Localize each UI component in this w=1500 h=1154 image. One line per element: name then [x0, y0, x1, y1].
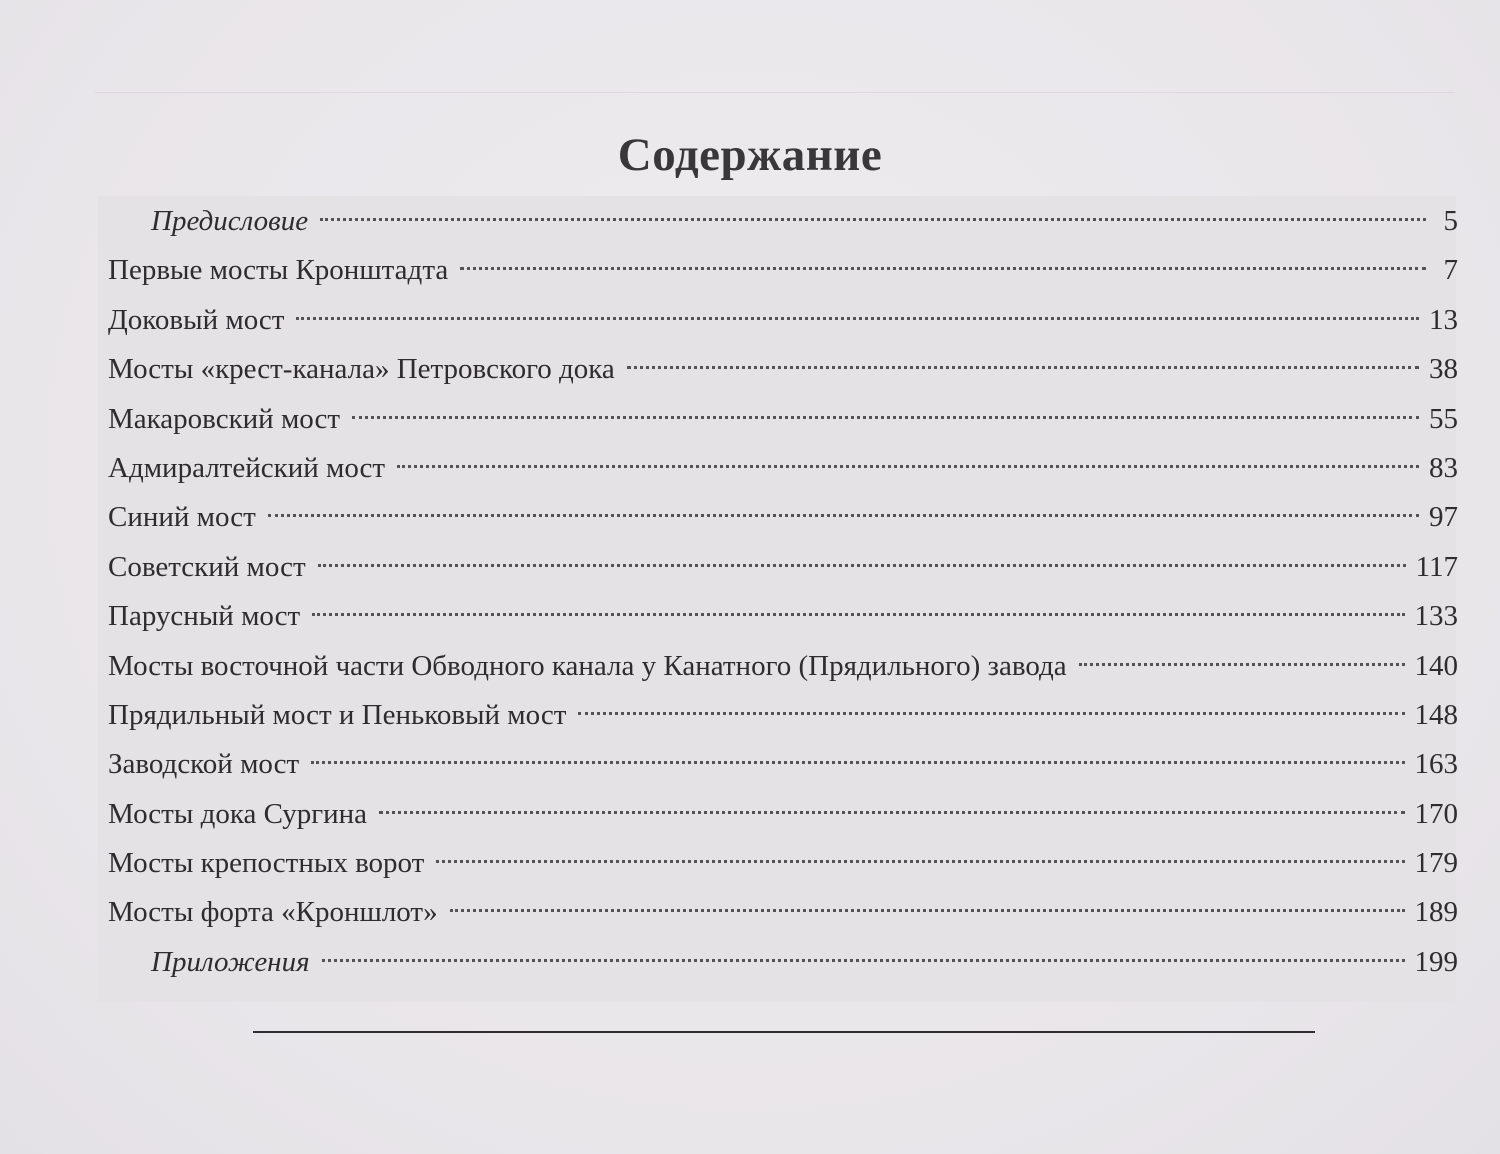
toc-entry [108, 395, 1458, 444]
page-title: Содержание [617, 129, 883, 181]
toc-entry-title: Синий мост [108, 501, 256, 534]
dot-leader [397, 465, 1419, 468]
toc-entry-title: Макаровский мост [108, 402, 341, 435]
toc-entry [108, 888, 1458, 937]
toc-entry-page-number: 170 [1414, 797, 1458, 830]
toc-entry-page-number: 179 [1414, 847, 1458, 880]
toc-entry-title: Первые мосты Кронштадта [108, 254, 449, 287]
toc-entry-title: Адмиралтейский мост [108, 451, 386, 484]
toc-entry-page-number: 133 [1414, 600, 1458, 633]
toc-entry-page-number: 38 [1429, 353, 1458, 386]
toc-entry [108, 839, 1458, 888]
dot-leader [296, 317, 1419, 320]
toc-entry-title: Мосты крепостных ворот [108, 847, 425, 880]
toc-entry-page-number: 189 [1414, 896, 1458, 929]
dot-leader [311, 761, 1404, 764]
dot-leader [379, 811, 1404, 814]
toc-entry [108, 642, 1458, 691]
toc-entry-page-number: 83 [1429, 451, 1458, 484]
toc-entry [108, 296, 1458, 345]
toc-entry-page-number: 140 [1414, 649, 1458, 682]
toc-entry-page-number: 148 [1414, 698, 1458, 731]
toc-entry-title: Приложения [151, 945, 310, 978]
toc-entry-page-number: 55 [1429, 402, 1458, 435]
toc-entry-page-number: 97 [1429, 501, 1458, 534]
toc-entry-page-number: 5 [1443, 205, 1458, 237]
toc-entry [108, 493, 1458, 542]
toc-entry-title: Заводской мост [108, 748, 300, 781]
toc-entry-title: Мосты форта «Кроншлот» [108, 896, 438, 929]
toc-entry-page-number: 163 [1414, 748, 1458, 781]
toc-entry [108, 790, 1458, 839]
toc-entry-title: Предисловие [151, 205, 309, 237]
header-divider [95, 92, 1455, 93]
dot-leader [450, 909, 1405, 912]
toc-entry [108, 543, 1458, 592]
toc-entry-title: Советский мост [108, 550, 306, 583]
dot-leader [318, 564, 1406, 567]
toc-entry-page-number: 13 [1429, 303, 1458, 336]
bottom-rule [253, 1031, 1315, 1033]
toc-entry-title: Мосты дока Сургина [108, 797, 368, 830]
dot-leader [627, 366, 1419, 369]
toc-entry-page-number: 117 [1415, 550, 1458, 583]
dot-leader [320, 218, 1426, 221]
table-of-contents [108, 197, 1458, 987]
dot-leader [578, 712, 1404, 715]
dot-leader [322, 959, 1405, 962]
toc-entry-page-number: 199 [1414, 945, 1458, 978]
toc-entry [108, 345, 1458, 394]
dot-leader [460, 267, 1426, 270]
toc-entry [108, 444, 1458, 493]
toc-entry-title: Мосты восточной части Обводного канала у Канатного (Прядильного) завода [108, 649, 1067, 682]
dot-leader [312, 613, 1404, 616]
toc-entry-title: Мосты «крест-канала» Петровского дока [108, 353, 615, 386]
toc-entry [108, 938, 1458, 987]
dot-leader [1079, 663, 1405, 666]
toc-entry [108, 197, 1458, 246]
dot-leader [268, 514, 1419, 517]
toc-entry [108, 691, 1458, 740]
toc-entry-title: Прядильный мост и Пеньковый мост [108, 698, 567, 731]
dot-leader [436, 860, 1404, 863]
toc-entry [108, 740, 1458, 789]
toc-entry [108, 592, 1458, 641]
toc-entry [108, 246, 1458, 295]
dot-leader [352, 416, 1419, 419]
toc-entry-title: Парусный мост [108, 600, 301, 633]
toc-entry-title: Доковый мост [108, 303, 285, 336]
toc-entry-page-number: 7 [1443, 254, 1458, 287]
